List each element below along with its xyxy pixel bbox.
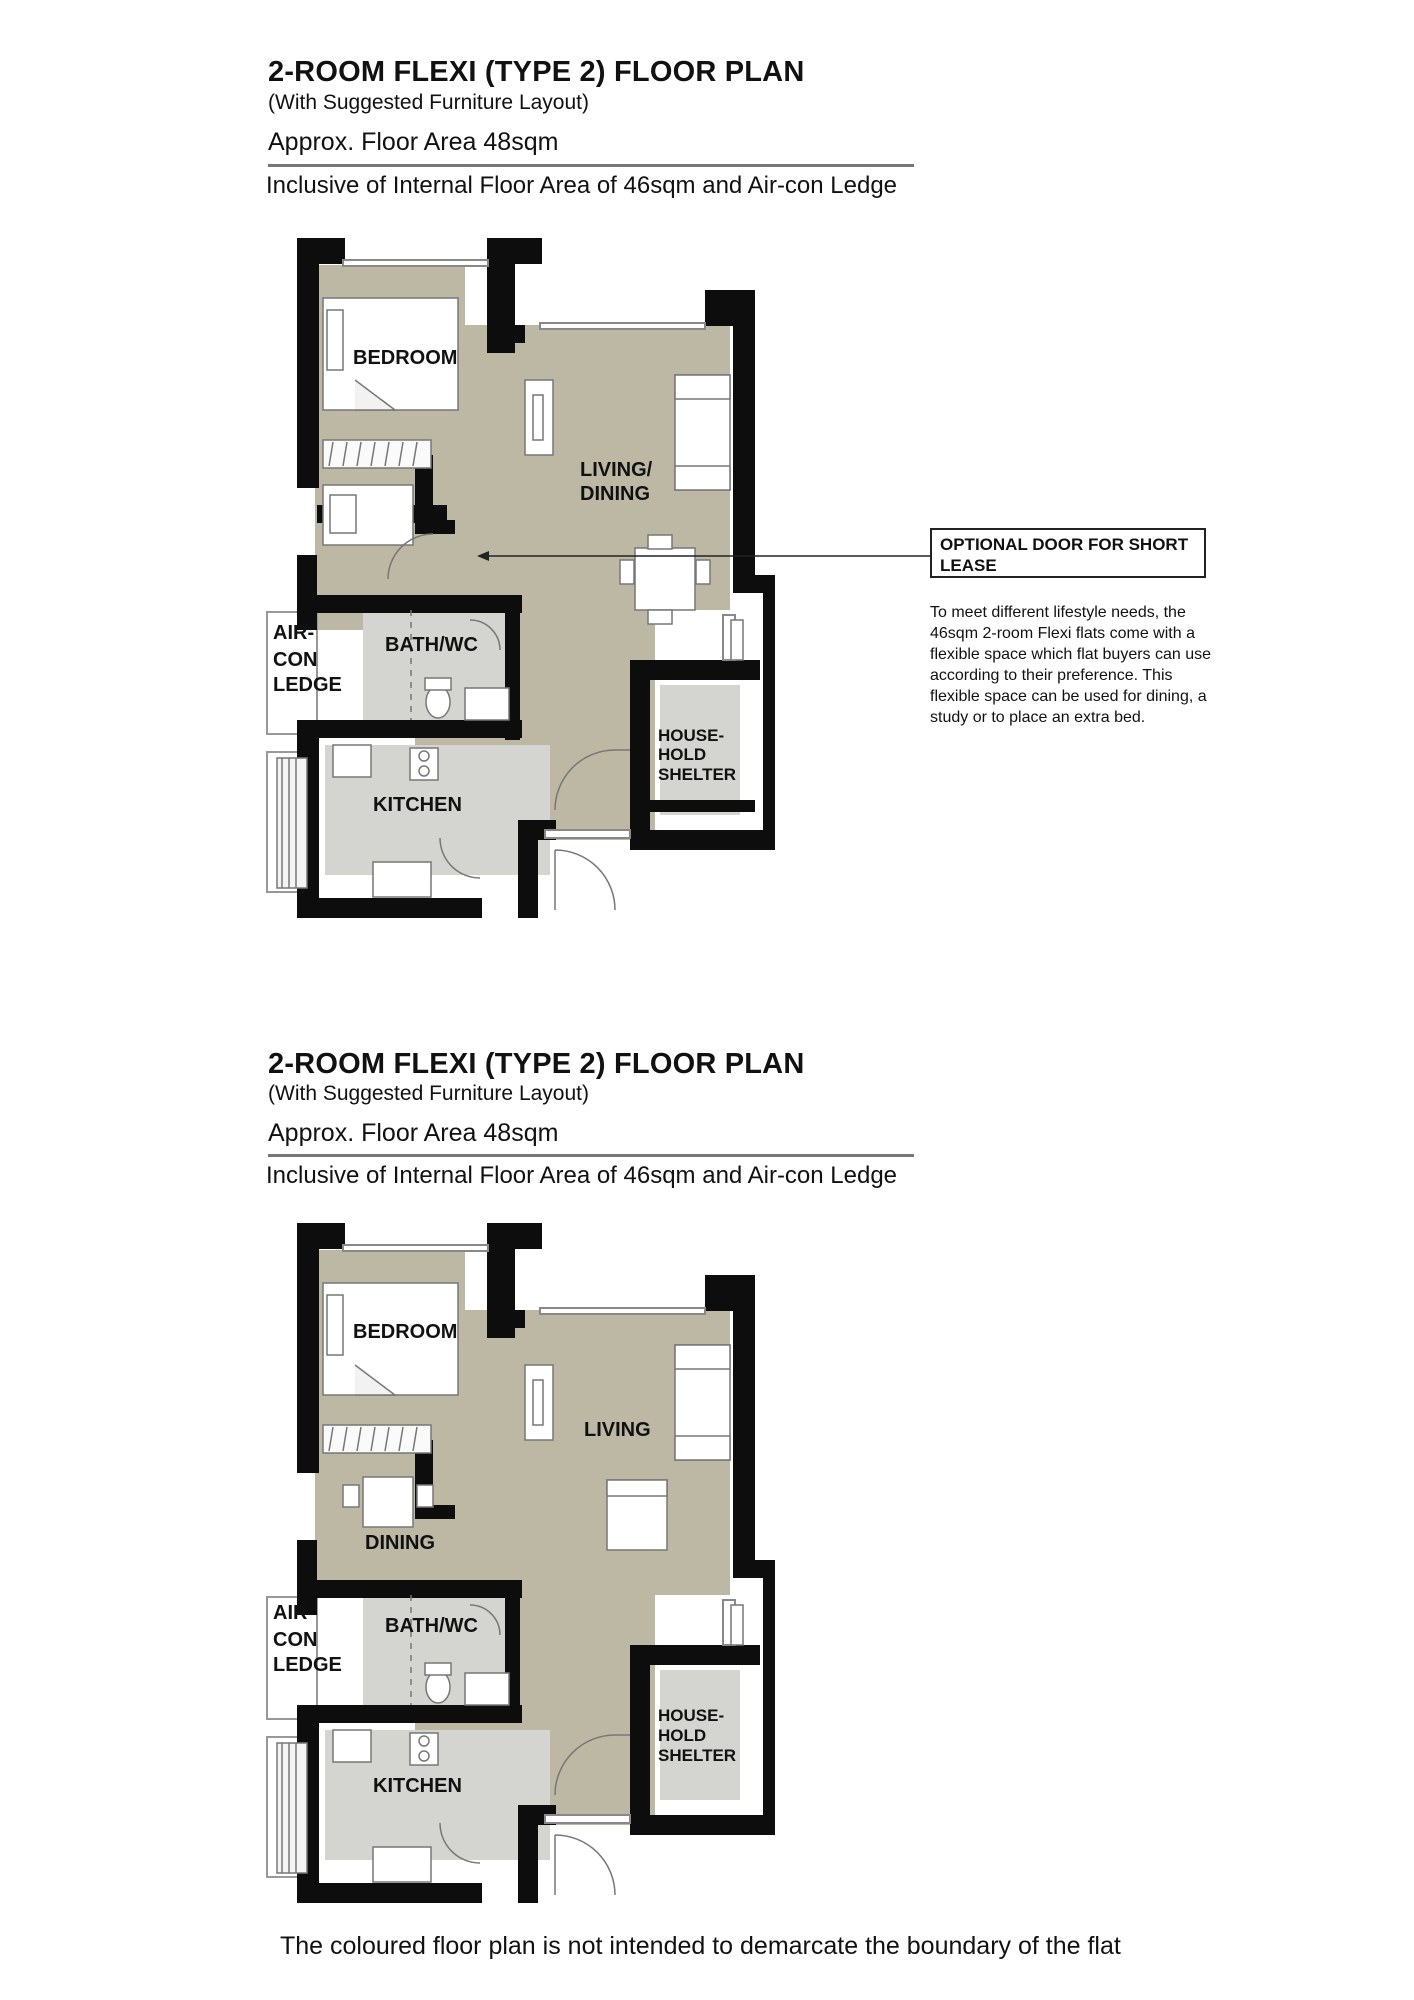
optional-door-callout [930, 528, 1206, 578]
plan-title: 2-ROOM FLEXI (TYPE 2) FLOOR PLAN [268, 1048, 805, 1080]
room-label-aircon: AIR- [273, 1602, 315, 1624]
note-line: 46sqm 2-room Flexi flats come with a [930, 625, 1195, 642]
note-line: flexible space can be used for dining, a [930, 688, 1207, 705]
room-label-kitchen: KITCHEN [373, 794, 462, 816]
plan-subtitle: (With Suggested Furniture Layout) [268, 1082, 589, 1105]
floor-area: Approx. Floor Area 48sqm [268, 128, 559, 156]
room-label-dining: DINING [580, 483, 650, 505]
divider [268, 164, 914, 167]
note-line: according to their preference. This [930, 667, 1173, 684]
plan-title: 2-ROOM FLEXI (TYPE 2) FLOOR PLAN [268, 56, 805, 88]
floor-plan-drawing [255, 1215, 775, 1915]
note-line: flexible space which flat buyers can use [930, 646, 1212, 663]
room-label-shelter-2: HOLD [658, 1726, 707, 1745]
room-label-bedroom: BEDROOM [353, 347, 458, 369]
floor-plan-drawing [255, 230, 775, 930]
room-label-shelter-3: SHELTER [658, 1746, 737, 1765]
room-label-shelter-2: HOLD [658, 745, 707, 764]
room-label-aircon: AIR- [273, 622, 315, 644]
room-label-aircon-2: CON [273, 1629, 318, 1651]
callout-line-1: OPTIONAL DOOR FOR SHORT [940, 535, 1189, 554]
room-label-shelter-3: SHELTER [658, 765, 737, 784]
floor-plan-1 [0, 0, 1414, 990]
room-label-aircon-3: LEDGE [273, 1654, 342, 1676]
room-label-shelter: HOUSE- [658, 726, 725, 745]
room-label-shelter: HOUSE- [658, 1706, 725, 1725]
inclusive-area-note: Inclusive of Internal Floor Area of 46sqm and Air-con Ledge [266, 1162, 898, 1189]
floor-area: Approx. Floor Area 48sqm [268, 1119, 559, 1147]
room-label-living: LIVING [584, 1419, 651, 1441]
footer-disclaimer: The coloured floor plan is not intended to demarcate the boundary of the flat [280, 1932, 1121, 1960]
divider [268, 1154, 914, 1157]
room-label-kitchen: KITCHEN [373, 1775, 462, 1797]
room-label-bath: BATH/WC [385, 634, 478, 656]
callout-line-ext [775, 555, 931, 559]
note-line: study or to place an extra bed. [930, 709, 1146, 726]
plan-subtitle: (With Suggested Furniture Layout) [268, 91, 589, 114]
room-label-aircon-3: LEDGE [273, 674, 342, 696]
flexi-note [930, 602, 1260, 728]
inclusive-area-note: Inclusive of Internal Floor Area of 46sqm and Air-con Ledge [266, 172, 898, 199]
callout-line-2: LEASE [940, 556, 997, 575]
room-label-bath: BATH/WC [385, 1615, 478, 1637]
room-label-living: LIVING/ [580, 459, 653, 481]
room-label-dining: DINING [365, 1532, 435, 1554]
floor-plan-2 [0, 990, 1414, 1920]
room-label-bedroom: BEDROOM [353, 1321, 458, 1343]
note-line: To meet different lifestyle needs, the [930, 604, 1186, 621]
room-label-aircon-2: CON [273, 649, 318, 671]
